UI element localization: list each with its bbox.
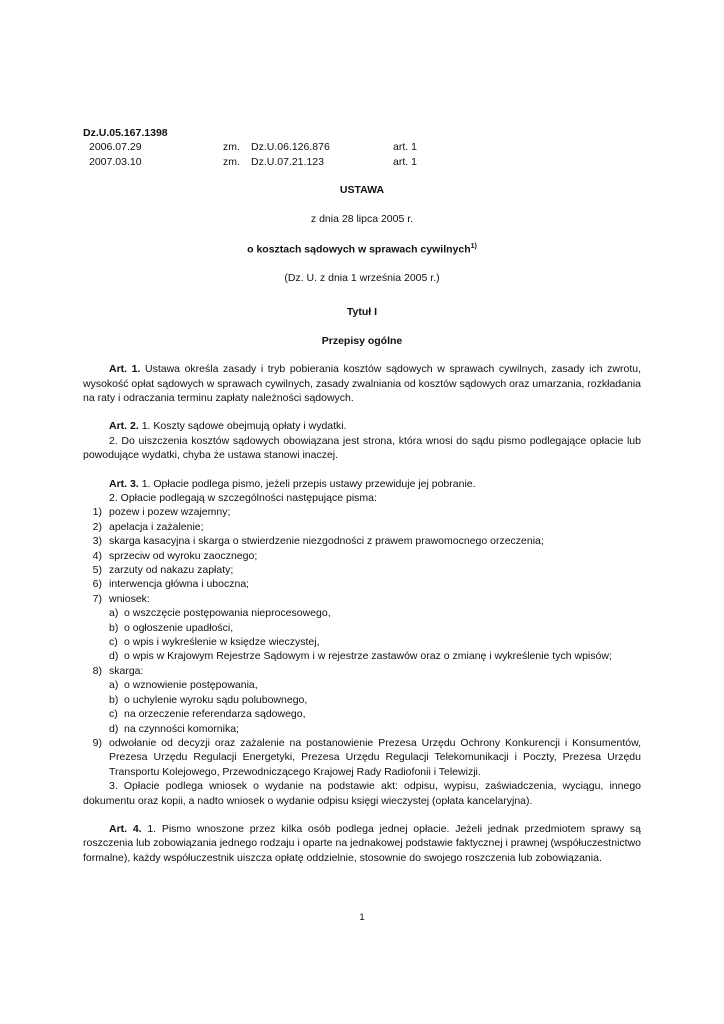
act-publication: (Dz. U. z dnia 1 września 2005 r.)	[284, 271, 440, 284]
sub-list-text: na czynności komornika;	[124, 722, 239, 735]
page-number: 1	[359, 912, 365, 923]
sub-list-letter: a)	[109, 679, 119, 692]
article-label: Art. 4.	[109, 822, 142, 835]
article-text: Ustawa określa zasady i tryb pobierania kosztów sądowych w sprawach cywilnych, zasady ich zwrotu, wysokość opłat sądowych w sprawach cywilnych, zasady zwalniania od kosztów sądowych oraz umarzania, rozkładania na raty i odraczania terminu zapłaty należności sądowych.	[83, 363, 641, 404]
sub-list-text: o wpis w Krajowym Rejestrze Sądowym i w rejestrze zastawów oraz o zmianę i wykreślenie tych wpisów;	[124, 650, 612, 663]
act-title	[83, 240, 641, 257]
article-text: 1. Pismo wnoszone przez kilka osób podlega jednej opłacie. Jeżeli jednak przedmiotem sprawy są roszczenia lub zobowiązania jednego rodzaju i oparte na jednakowej podstawie faktycznej i prawnej (współuczestnictwo formalne), każdy współuczestnik uiszcza opłatę oddzielnie, stosownie do swojego roszczenia lub zobowiązania.	[83, 822, 641, 864]
list-number: 8)	[92, 664, 102, 677]
sub-list-item	[83, 707, 641, 721]
sub-list-letter: c)	[109, 708, 118, 721]
amendment-art: art. 1	[393, 141, 417, 154]
amendment-ref: Dz.U.06.126.876	[251, 141, 330, 154]
list-text: interwencja główna i uboczna;	[109, 578, 250, 591]
act-date: z dnia 28 lipca 2005 r.	[310, 212, 414, 225]
sub-list-item	[83, 621, 641, 635]
act-title-text: o kosztach sądowych w sprawach cywilnych	[247, 243, 471, 256]
list-number: 9)	[92, 736, 102, 749]
list-item	[83, 577, 641, 591]
section-subtitle: Przepisy ogólne	[321, 334, 403, 347]
amendment-date: 2006.07.29	[89, 141, 142, 154]
article-text: 1. Koszty sądowe obejmują opłaty i wydatki.	[141, 420, 347, 433]
list-text: skarga kasacyjna i skarga o stwierdzenie niezgodności z prawem prawomocnego orzeczenia;	[109, 535, 544, 548]
journal-reference: Dz.U.05.167.1398	[83, 127, 168, 139]
article-2	[83, 419, 641, 433]
list-text: apelacja i zażalenie;	[109, 520, 204, 533]
sub-list-letter: b)	[109, 693, 119, 706]
list-item	[83, 736, 641, 779]
list-number: 1)	[92, 506, 102, 519]
list-item	[83, 664, 641, 678]
article-label: Art. 3.	[109, 477, 139, 490]
article-1	[83, 362, 641, 405]
sub-list-item	[83, 693, 641, 707]
amendment-row	[83, 140, 641, 154]
amendment-row	[83, 155, 641, 169]
amendment-type: zm.	[223, 141, 240, 154]
sub-list-text: o wpis i wykreślenie w księdze wieczystej,	[124, 636, 320, 649]
amendment-date: 2007.03.10	[89, 155, 142, 168]
sub-list-letter: a)	[109, 607, 119, 620]
sub-list-letter: c)	[109, 636, 118, 649]
article-label: Art. 1.	[109, 363, 141, 376]
act-kind: USTAWA	[339, 184, 385, 197]
list-item	[83, 563, 641, 577]
sub-list-text: o wszczęcie postępowania nieprocesowego,	[124, 607, 331, 620]
list-text: skarga:	[109, 664, 144, 677]
article-4	[83, 822, 641, 865]
amendment-type: zm.	[223, 155, 240, 168]
sub-list-item	[83, 649, 641, 663]
article-3	[83, 477, 641, 491]
sub-list-letter: d)	[109, 650, 119, 663]
sub-list-item	[83, 722, 641, 736]
list-text: zarzuty od nakazu zapłaty;	[109, 564, 234, 577]
sub-list-item	[83, 678, 641, 692]
list-item	[83, 549, 641, 563]
list-number: 7)	[92, 592, 102, 605]
list-item	[83, 520, 641, 534]
section-title: Tytuł I	[346, 306, 378, 319]
list-number: 5)	[92, 564, 102, 577]
list-text: wniosek:	[109, 592, 150, 605]
article-3-paragraph-3: 3. Opłacie podlega wniosek o wydanie na podstawie akt: odpisu, wypisu, zaświadczenia, wyciągu, innego dokumentu oraz kopii, a nadto wniosek o wydanie odpisu księgi wieczystej (opłata kancelaryjna).	[83, 780, 641, 807]
article-2-paragraph-2: 2. Do uiszczenia kosztów sądowych obowiązana jest strona, która wnosi do sądu pismo podlegające opłacie lub powodujące wydatki, chyba że ustawa stanowi inaczej.	[83, 434, 641, 462]
sub-list-text: o ogłoszenie upadłości,	[124, 621, 234, 634]
list-item	[83, 534, 641, 548]
article-3-paragraph-2: 2. Opłacie podlegają w szczególności następujące pisma:	[109, 492, 377, 504]
sub-list-letter: d)	[109, 722, 119, 735]
list-number: 2)	[92, 520, 102, 533]
sub-list-text: o uchylenie wyroku sądu polubownego,	[124, 693, 308, 706]
sub-list-item	[83, 635, 641, 649]
list-text: pozew i pozew wzajemny;	[109, 506, 231, 519]
list-number: 3)	[92, 535, 102, 548]
article-text: 1. Opłacie podlega pismo, jeżeli przepis ustawy przewiduje jej pobranie.	[141, 477, 476, 490]
amendment-ref: Dz.U.07.21.123	[251, 155, 324, 168]
sub-list-letter: b)	[109, 621, 119, 634]
list-number: 4)	[92, 549, 102, 562]
list-number: 6)	[92, 578, 102, 591]
sub-list-text: o wznowienie postępowania,	[124, 679, 258, 692]
sub-list-text: na orzeczenie referendarza sądowego,	[124, 708, 306, 721]
amendment-art: art. 1	[393, 155, 417, 168]
footnote-mark: 1)	[470, 243, 477, 251]
list-text: odwołanie od decyzji oraz zażalenie na postanowienie Prezesa Urzędu Ochrony Konkurencji i Konsumentów, Prezesa Urzędu Regulacji Energetyki, Prezesa Urzędu Regulacji Telekomunikacji i Poczty, Prezesa Urzędu Transportu Kolejowego, Przewodniczącego Krajowej Rady Radiofonii i Telewizji.	[109, 736, 641, 778]
list-item	[83, 592, 641, 606]
document-page	[83, 126, 641, 865]
article-label: Art. 2.	[109, 420, 139, 433]
sub-list-item	[83, 606, 641, 620]
list-text: sprzeciw od wyroku zaocznego;	[109, 549, 258, 562]
list-item	[83, 505, 641, 519]
